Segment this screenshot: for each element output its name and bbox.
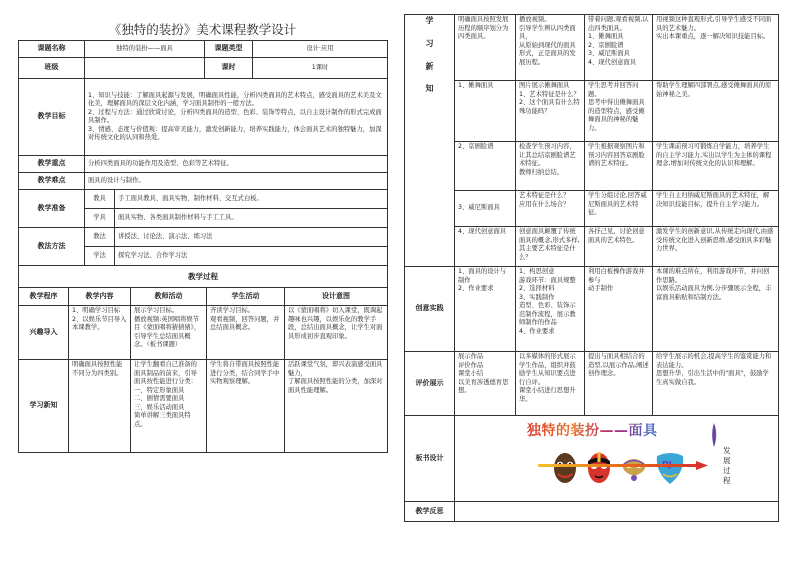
right-page <box>404 14 778 522</box>
learn-stage: 学习新知 <box>19 360 69 453</box>
r1-content: 1、傩舞面具 <box>455 81 516 142</box>
header-content: 教学内容 <box>69 288 131 306</box>
stage-char: 习 <box>425 38 434 48</box>
prep-label: 教学准备 <box>19 190 85 228</box>
dev-char: 展 <box>723 456 731 465</box>
creative-intent: 本课的难点所在，利用游戏环节，并问创作思路。 以娱乐活动面具为例,分步骤展示全程，丰富面具粘贴和结制方法。 <box>653 267 779 352</box>
difficulty-label: 教学难点 <box>19 173 85 190</box>
r0-student: 带着问题,观看视频,认出四类面具。 1、傩舞面具 2、京剧脸谱 3、威尼斯面具 4、现代创意面具 <box>585 15 653 81</box>
evaluate-stage: 评价展示 <box>405 352 455 416</box>
evaluate-content: 展示作品 评价作品 课堂小结 以美育涉透德育思想。 <box>455 352 516 416</box>
creative-stage: 创意实践 <box>405 267 455 352</box>
r0-content: 明确面具按照发展历程的顺序划分为四类面具。 <box>455 15 516 81</box>
stage-char: 学 <box>425 16 434 25</box>
goals-label: 教学目标 <box>19 79 85 156</box>
r2-teacher: 检查学生预习内容，让其总结京剧脸谱艺术特征。 教师归纳总结。 <box>516 142 585 191</box>
r0-intent: 用视频这种直观形式,引导学生感受不同面具的艺术魅力。 实出本课重点，逐一解决知识技能目标。 <box>653 15 779 81</box>
prep-teacher-text: 手工面具教具、面具实物、制作材料、交互式白板。 <box>115 190 388 209</box>
evaluate-teacher: 以多媒体的形式展示学生作品，组织并鼓励学生从知识要点进行自评。 课堂小结进行思想升华。 <box>516 352 585 416</box>
r4-teacher: 创意面具颠覆了传统面具的概念,形式多样,其主要艺术特征是什么？ <box>516 227 585 267</box>
creative-content: 1、面具的设计与制作 2、作业要求 <box>455 267 516 352</box>
intro-student: 齐读学习目标。 观看视频，回答问题，并总结面具概念。 <box>207 306 285 360</box>
intro-teacher: 展示学习目标。 播放视频:英国唱将娱节目《蒙面唱将猜猜猜》，引导学生总结面具概念。（板书课题） <box>131 306 207 360</box>
r4-content: 4、现代创意面具 <box>455 227 516 267</box>
stage-char: 知 <box>425 84 434 94</box>
key-text: 分析四类面具的功能作用及造型、色彩等艺术特征。 <box>85 156 388 173</box>
r3-teacher: 艺术特征是什么？ 应用在什么场合？ <box>516 191 585 227</box>
process-title: 教学过程 <box>19 266 388 288</box>
dev-char: 程 <box>723 476 731 485</box>
evaluate-intent: 给学生展示的机会,提高学生的鉴赏能力和表达能力。 思想升华，引出生活中的"面具"，鼓励学生真实做自我。 <box>653 352 779 416</box>
intro-intent: 以《蒙面唱将》切入课堂，既调起趣味也兴趣，以娱乐化的教学手段，总结出面具概念，让学生对面具形成初步直观印象。 <box>285 306 388 360</box>
header-teacher: 教师活动 <box>131 288 207 306</box>
r4-intent: 激发学生的创新意识,从传统走向现代,由感受传统文化进入创新思维,感受面具多彩魅力世界。 <box>653 227 779 267</box>
process-table <box>18 265 388 453</box>
method-label: 教法方法 <box>19 228 85 266</box>
prep-student-label: 学具 <box>85 209 115 228</box>
difficulty-text: 面具的设计与制作。 <box>85 173 388 190</box>
method-teach-label: 教法 <box>85 228 115 247</box>
class-value <box>85 58 205 79</box>
right-process-table <box>404 14 779 522</box>
method-learn-text: 探究学习法、合作学习法 <box>115 247 388 266</box>
method-learn-label: 学法 <box>85 247 115 266</box>
header-intent: 设计意图 <box>285 288 388 306</box>
board-banner-title: 独特的装扮——面具 <box>527 423 658 439</box>
dev-char: 过 <box>723 466 731 475</box>
r2-content: 2、京剧脸谱 <box>455 142 516 191</box>
stage-char: 新 <box>425 61 434 71</box>
r1-teacher: 图片展示傩舞面具 1、艺术特征是什么？ 2、这个面具有什么特殊功能吗？ <box>516 81 585 142</box>
reflect-label: 教学反思 <box>405 502 455 522</box>
method-teach-text: 讲授法、讨论法、演示法、练习法 <box>115 228 388 247</box>
r2-student: 学生根据观察图片和预习内容回答京剧脸谱的艺术特征。 <box>585 142 653 191</box>
r4-student: 各抒己见，讨论创意面具的艺术特色。 <box>585 227 653 267</box>
prep-student-text: 面具实物、各类面具制作材料与手工工具。 <box>115 209 388 228</box>
board-label: 板书设计 <box>405 416 455 502</box>
r1-intent: 帮助学生理解四部署点,感受傩舞面具的原始神秘之美。 <box>653 81 779 142</box>
development-arrow-icon <box>538 461 708 470</box>
course-type-value: 设计·应用 <box>253 41 388 58</box>
prep-teacher-label: 教具 <box>85 190 115 209</box>
feather-icon <box>707 422 721 448</box>
hours-label: 课时 <box>205 58 253 79</box>
r0-teacher: 播放视频。 引导学生辨认四类面具， 从原始到现代的面具形式，正是面具的发展历程。 <box>516 15 585 81</box>
key-label: 教学重点 <box>19 156 85 173</box>
learn-student: 学生将自带面具按照性能进行分类，结合同学手中实物观察理解。 <box>207 360 285 453</box>
r3-intent: 学生自主归纳威尼斯面具的艺术特征，解决知识技能目标，提升自主学习能力。 <box>653 191 779 227</box>
course-name-value: 独特的装扮——面具 <box>85 41 205 58</box>
intro-stage: 兴趣导入 <box>19 306 69 360</box>
learn-intent: 活跃课堂气氛，即兴表演感受面具魅力， 了解面具按照性能的分类，加深对面具性能理解。 <box>285 360 388 453</box>
r3-content: 3、威尼斯面具 <box>455 191 516 227</box>
dev-char: 发 <box>723 446 731 455</box>
learn-content: 明确面具按照性能不同分为四类别。 <box>69 360 131 453</box>
document-title: 《独特的装扮》美术课程教学设计 <box>108 22 297 37</box>
reflect-text <box>455 502 779 522</box>
board-design <box>455 416 779 502</box>
learn-teacher: 让学生翻看自己准备的面具制品的前来，引导面具按性能进行分类： 一、特定形象面具 二、剧情需要面具 三、娱乐活动面具 简单讲解三类面具特点。 <box>131 360 207 453</box>
header-stage: 教学程序 <box>19 288 69 306</box>
learn-stage-vertical <box>405 15 455 267</box>
r2-intent: 学生课前预习可锻炼自学能力，培养学生的自主学习能力,实出以学生为主体的课程理念,增加对传统文化的认识和理解。 <box>653 142 779 191</box>
course-type-label: 课题类型 <box>205 41 253 58</box>
intro-content: 1、明确学习目标 2、以娱乐节目导入本课教学。 <box>69 306 131 360</box>
r3-student: 学生分组讨论,回答威尼斯面具的艺术特征。 <box>585 191 653 227</box>
header-student: 学生活动 <box>207 288 285 306</box>
course-name-label: 课题名称 <box>19 41 85 58</box>
info-table <box>18 40 388 266</box>
development-process-label <box>723 446 731 486</box>
goals-text: 1、知识与技能：了解面具起源与发展，明确面具性能，分析四类面具的艺术特点，感受面具的艺术美及文化美，理解面具的深层文化内涵，学习面具制作的一般方法。 2、过程与方法：通过欣赏讨论，分析四类面具的造型、色彩、装饰等特点，以自主设计制作的形式完成面具制作。 3、情感、态度与价值观：提高审美能力，激发创新能力，培养实践能力，体会面具艺术的独特魅力，加深对传统文化的认同和热爱。 <box>85 79 388 156</box>
hours-value: 1课时 <box>253 58 388 79</box>
r1-student: 学生思考并回答问题。 思考中得出傩舞面具的造型特点，感受傩舞面具的神秘的魅力。 <box>585 81 653 142</box>
creative-student: 利用白板操作游戏并参与 动手制作 <box>585 267 653 352</box>
class-label: 班级 <box>19 58 85 79</box>
evaluate-student: 提出与面具相结合的造型,以展示作品,阐述创作理念。 <box>585 352 653 416</box>
left-page <box>18 20 387 453</box>
creative-teacher: 1、构思创意 游戏环节：面具规整 2、选择材料 3、实践制作 造型、色彩、装饰示范制作流程，展示教师制作的作品 4、作业要求 <box>516 267 585 352</box>
